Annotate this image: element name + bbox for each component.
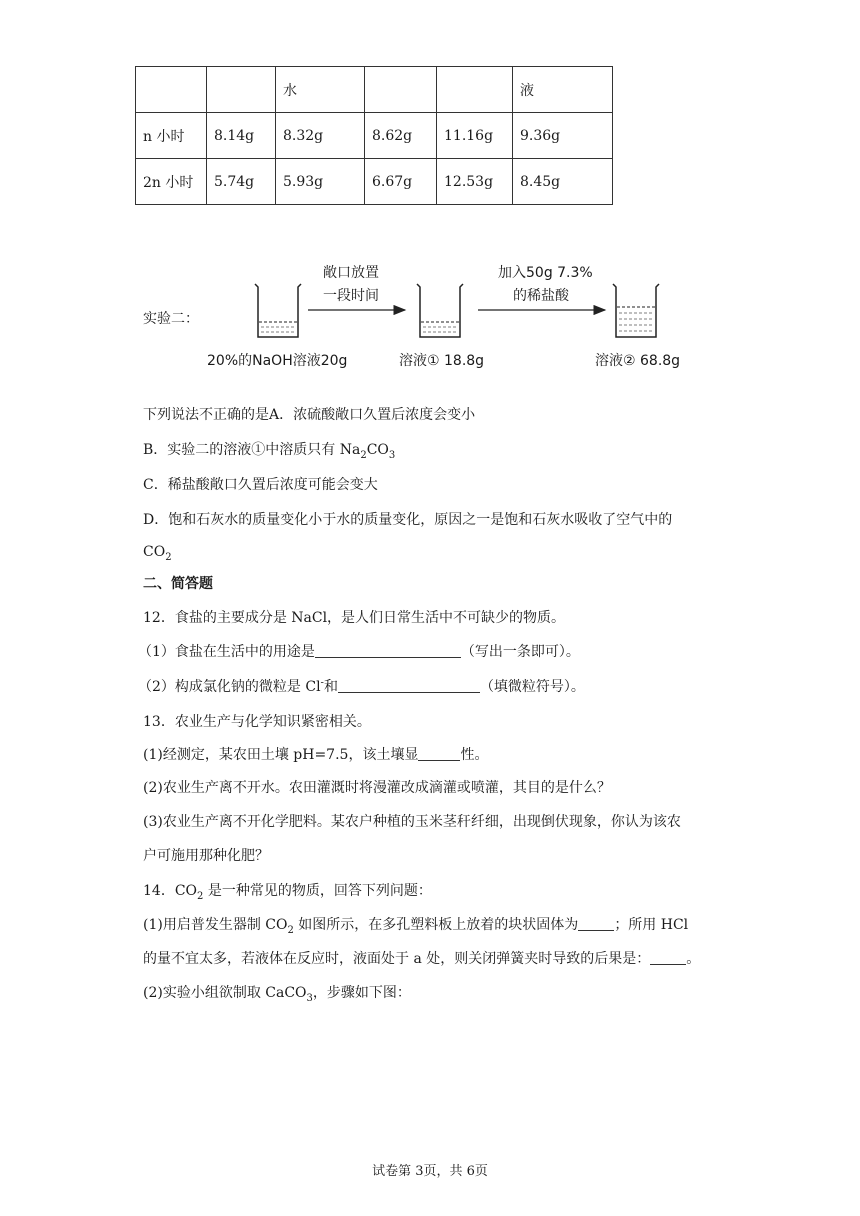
subscript: 2 <box>360 449 367 461</box>
table-cell: 5.74g <box>207 159 276 205</box>
table-cell: 9.36g <box>513 113 613 159</box>
table-cell: 水 <box>276 67 365 113</box>
section-title: 二、简答题 <box>143 576 213 592</box>
answer-blank[interactable] <box>315 643 461 658</box>
q14-stem-tail: 是一种常见的物质，回答下列问题： <box>203 883 432 899</box>
arrow2-label-line2: 的稀盐酸 <box>513 288 569 304</box>
table-cell <box>207 67 276 113</box>
q13-part3-line1: (3)农业生产离不开化学肥料。某农户种植的玉米茎秆纤细，出现倒伏现象，你认为该农 <box>143 814 681 830</box>
answer-blank[interactable] <box>650 950 686 965</box>
q12-part2-hint: （填微粒符号）。 <box>479 679 585 695</box>
q12-part2 <box>138 676 585 696</box>
q12-stem: 12．食盐的主要成分是 NaCl，是人们日常生活中不可缺少的物质。 <box>143 610 566 626</box>
beaker-icon <box>613 284 659 337</box>
q12-part1-text: （1）食盐在生活中的用途是 <box>138 644 315 660</box>
answer-blank[interactable] <box>578 916 614 931</box>
q14-part1-text3: ；所用 HCl <box>614 917 689 933</box>
table-cell: 8.32g <box>276 113 365 159</box>
q11-option-b-text: B．实验二的溶液①中溶质只有 Na <box>143 442 361 458</box>
q14-stem-text: 14．CO <box>143 883 198 899</box>
table-cell: 5.93g <box>276 159 365 205</box>
q13-stem: 13．农业生产与化学知识紧密相关。 <box>143 714 371 730</box>
subscript: 3 <box>306 992 313 1004</box>
page-footer: 试卷第 3页，共 6页 <box>372 1164 488 1179</box>
table-row <box>136 159 613 205</box>
subscript: 2 <box>197 890 204 902</box>
q12-part2-and: 和 <box>323 679 338 695</box>
q11-option-d: D．饱和石灰水的质量变化小于水的质量变化，原因之一是饱和石灰水吸收了空气中的 <box>143 512 673 528</box>
subscript: 2 <box>165 551 172 563</box>
beaker2-caption: 溶液① 18.8g <box>399 353 485 369</box>
table-cell: 液 <box>513 67 613 113</box>
table-cell: 6.67g <box>365 159 437 205</box>
q14-part1-line2 <box>143 948 700 968</box>
beaker-icon <box>417 284 463 337</box>
table-cell: 12.53g <box>437 159 513 205</box>
table-cell: n 小时 <box>136 113 207 159</box>
table-cell: 8.14g <box>207 113 276 159</box>
table-cell: 8.62g <box>365 113 437 159</box>
q11-option-d-tail <box>143 544 172 563</box>
beaker1-caption: 20%的NaOH溶液20g <box>207 353 348 369</box>
arrow1-label-line2: 一段时间 <box>323 288 379 304</box>
data-table <box>135 66 613 205</box>
table-row <box>136 113 613 159</box>
q14-part2-tail: ，步骤如下图： <box>312 985 411 1001</box>
q12-part1-hint: （写出一条即可）。 <box>460 644 580 660</box>
q13-part3-line2: 户可施用那种化肥？ <box>143 848 269 864</box>
q13-part2: (2)农业生产离不开水。农田灌溉时将漫灌改成滴灌或喷灌，其目的是什么？ <box>143 780 611 796</box>
q14-part2 <box>143 982 411 1004</box>
table-cell: 8.45g <box>513 159 613 205</box>
q11-option-a: A．浓硫酸敞口久置后浓度会变小 <box>269 407 476 423</box>
q11-option-b <box>143 439 395 461</box>
superscript: - <box>320 677 324 689</box>
q14-part1-text: (1)用启普发生器制 CO <box>143 917 288 933</box>
q11-stem-line <box>143 404 475 424</box>
q14-part2-text: (2)实验小组欲制取 CaCO <box>143 985 307 1001</box>
beaker-icon <box>255 284 301 337</box>
q13-part1 <box>143 744 488 764</box>
q14-stem <box>143 880 432 902</box>
q12-part2-text: （2）构成氯化钠的微粒是 Cl <box>138 679 321 695</box>
q14-part1-text2: 如图所示，在多孔塑料板上放着的块状固体为 <box>293 917 579 933</box>
arrow2-label-line1: 加入50g 7.3% <box>498 265 593 281</box>
arrow1-label-line1: 敞口放置 <box>323 265 379 281</box>
subscript: 2 <box>287 924 294 936</box>
experiment-label: 实验二： <box>143 311 199 327</box>
subscript: 3 <box>388 449 396 461</box>
q14-part1-line1 <box>143 914 688 936</box>
q14-part1-line2-text: 的量不宜太多，若液体在反应时，液面处于 a 处，则关闭弹簧夹时导致的后果是： <box>143 951 651 967</box>
table-row <box>136 67 613 113</box>
beaker3-caption: 溶液② 68.8g <box>595 353 681 369</box>
answer-blank[interactable] <box>418 746 460 761</box>
q14-part1-line2-tail: 。 <box>686 951 701 967</box>
table-cell <box>136 67 207 113</box>
q13-part1-tail: 性。 <box>460 747 489 763</box>
table-cell <box>365 67 437 113</box>
q11-option-c: C．稀盐酸敞口久置后浓度可能会变大 <box>143 477 378 493</box>
table-cell <box>437 67 513 113</box>
answer-blank[interactable] <box>338 678 480 693</box>
q11-option-b-formula: CO <box>366 442 389 458</box>
table-cell: 2n 小时 <box>136 159 207 205</box>
formula: CO <box>143 544 166 560</box>
q12-part1 <box>138 641 580 661</box>
table-cell: 11.16g <box>437 113 513 159</box>
q11-stem: 下列说法不正确的是 <box>143 407 269 423</box>
experiment-figure <box>195 255 715 380</box>
q13-part1-text: (1)经测定，某农田土壤 pH=7.5，该土壤显 <box>143 747 419 763</box>
